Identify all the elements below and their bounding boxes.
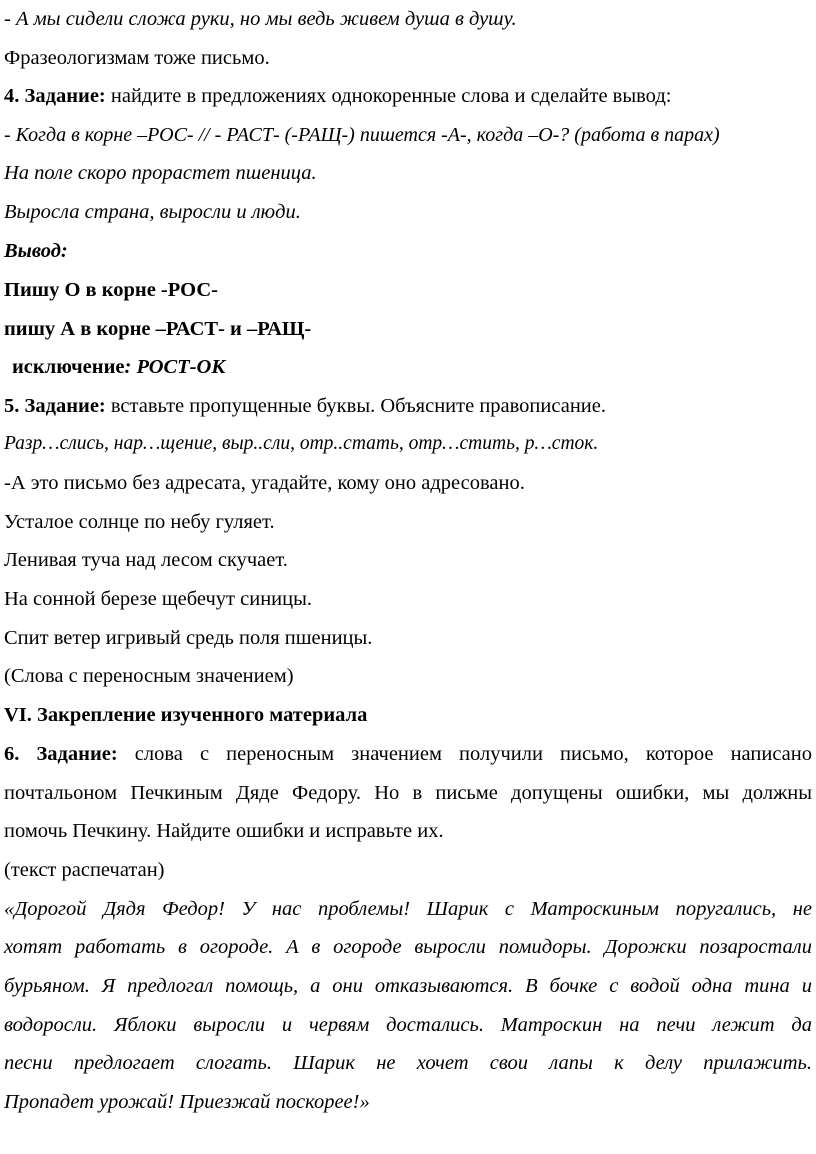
text-line: На поле скоро прорастет пшеница. xyxy=(4,162,317,184)
text-line: Выросла страна, выросли и люди. xyxy=(4,201,301,223)
text-line: (текст распечатан) xyxy=(4,859,165,881)
letter-line: песни предлогает слогать. Шарик не хочет свои лапы к делу прилажить. xyxy=(4,1052,812,1074)
letter-line: «Дорогой Дядя Федор! У нас проблемы! Шарик с Матроскиным поругались, не xyxy=(4,898,812,920)
section-heading: VI. Закрепление изученного материала xyxy=(4,704,368,726)
task-text: вставьте пропущенные буквы. Объясните правописание. xyxy=(105,395,606,417)
exception-label: исключение xyxy=(12,356,125,378)
poem-line: Ленивая туча над лесом скучает. xyxy=(4,549,288,571)
text-line: - А мы сидели сложа руки, но мы ведь живем душа в душу. xyxy=(4,8,517,30)
poem-line: Спит ветер игривый средь поля пшеницы. xyxy=(4,627,373,649)
poem-line: Усталое солнце по небу гуляет. xyxy=(4,511,275,533)
text-line: Фразеологизмам тоже письмо. xyxy=(4,47,270,69)
text-line: -А это письмо без адресата, угадайте, кому оно адресовано. xyxy=(4,472,525,494)
task-number: 6. Задание: xyxy=(4,743,118,765)
task-4-line xyxy=(4,83,812,109)
text-line: Разр…слись, нар…щение, выр..сли, отр..стать, отр…стить, р…сток. xyxy=(4,433,599,454)
task-text: найдите в предложениях однокоренные слова и сделайте вывод: xyxy=(105,85,672,107)
exception-line xyxy=(12,354,812,380)
rule-line: пишу А в корне –РАСТ- и –РАЩ- xyxy=(4,318,312,340)
task-number: 5. Задание: xyxy=(4,395,106,417)
letter-line: Пропадет урожай! Приезжай поскорее!» xyxy=(4,1091,370,1113)
text-line: помочь Печкину. Найдите ошибки и исправьте их. xyxy=(4,820,444,842)
conclusion-heading: Вывод: xyxy=(4,240,68,262)
rule-line: Пишу О в корне -РОС- xyxy=(4,279,218,301)
task-6-line xyxy=(4,741,812,767)
text-line: (Слова с переносным значением) xyxy=(4,665,294,687)
poem-line: На сонной березе щебечут синицы. xyxy=(4,588,313,610)
letter-line: водоросли. Яблоки выросли и червям достались. Матроскин на печи лежит да xyxy=(4,1014,812,1036)
text-line: - Когда в корне –РОС- // - РАСТ- (-РАЩ-) пишется -А-, когда –О-? (работа в парах) xyxy=(4,124,720,146)
text-line: почтальоном Печкиным Дяде Федору. Но в письме допущены ошибки, мы должны xyxy=(4,782,812,804)
task-number: 4. Задание: xyxy=(4,85,106,107)
task-5-line xyxy=(4,393,812,419)
exception-word: : РОСТ-ОК xyxy=(124,356,226,378)
task-text: слова с переносным значением получили письмо, которое написано xyxy=(117,743,812,765)
letter-line: хотят работать в огороде. А в огороде выросли помидоры. Дорожки позаростали xyxy=(4,936,812,958)
letter-line: бурьяном. Я предлогал помощь, а они отказываются. В бочке с водой одна тина и xyxy=(4,975,812,997)
